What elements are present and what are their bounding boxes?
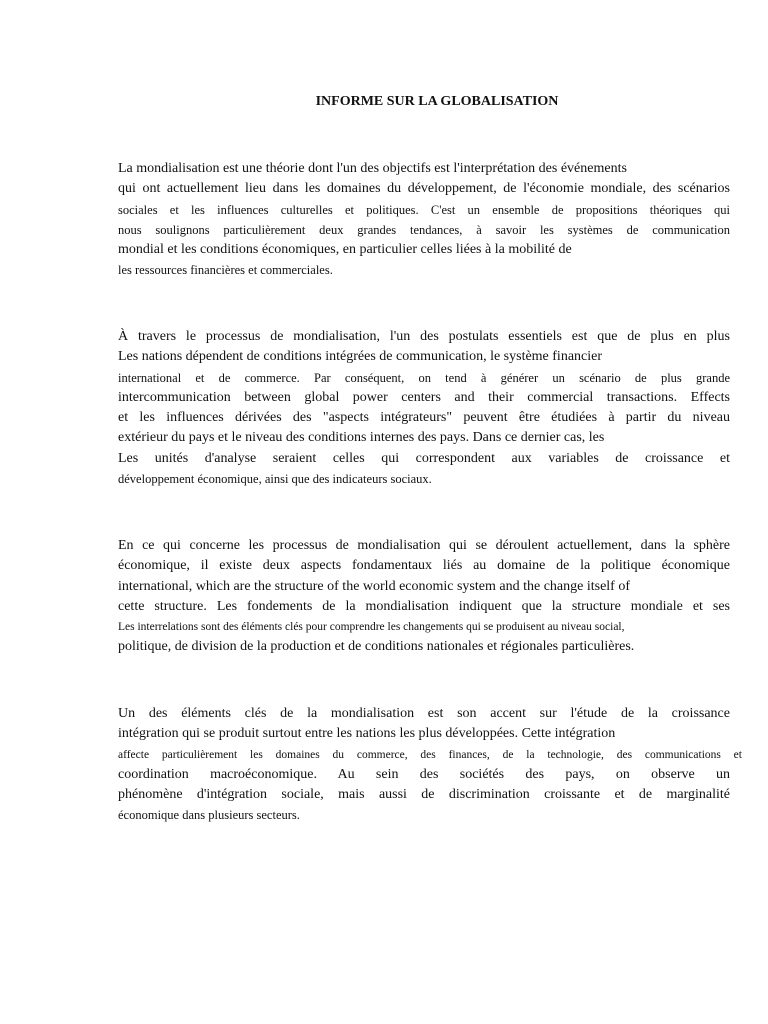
paragraph-line: coordination macroéconomique. Au sein des sociétés des pays, on observe un (118, 766, 730, 782)
paragraph-line: sociales et les influences culturelles et politiques. C'est un ensemble de propositions théoriques qui (118, 202, 730, 217)
paragraph-line: international, which are the structure of the world economic system and the change itself of (118, 578, 630, 594)
paragraph-line: phénomène d'intégration sociale, mais aussi de discrimination croissante et de marginalité (118, 787, 730, 803)
paragraph-4 (118, 704, 742, 826)
paragraph-line: extérieur du pays et le niveau des conditions internes des pays. Dans ce dernier cas, les (118, 430, 605, 446)
paragraph-line: international et de commerce. Par conséquent, on tend à générer un scénario de plus grande (118, 370, 730, 385)
paragraph-line: affecte particulièrement les domaines du commerce, des finances, de la technologie, des communications et (118, 748, 742, 761)
paragraph-line: politique, de division de la production et de conditions nationales et régionales particulières. (118, 639, 635, 655)
paragraph-line: et les influences dérivées des "aspects intégrateurs" peuvent être étudiées à partir du niveau (118, 410, 730, 426)
paragraph-line: En ce qui concerne les processus de mondialisation qui se déroulent actuellement, dans la sphère (118, 538, 730, 553)
paragraph-line: La mondialisation est une théorie dont l'un des objectifs est l'interprétation des événements (118, 161, 627, 176)
paragraph-line: qui ont actuellement lieu dans les domaines du développement, de l'économie mondiale, des scénarios (118, 181, 730, 197)
paragraph-2 (118, 327, 730, 489)
paragraph-line: Les unités d'analyse seraient celles qui correspondent aux variables de croissance et (118, 450, 730, 466)
document-title: INFORME SUR LA GLOBALISATION (315, 94, 559, 109)
paragraph-line: Les interrelations sont des éléments clés pour comprendre les changements qui se produisent au niveau social, (118, 621, 625, 634)
paragraph-line: économique dans plusieurs secteurs. (118, 808, 300, 823)
paragraph-line: nous soulignons particulièrement deux grandes tendances, à savoir les systèmes de communication (118, 222, 730, 237)
paragraph-line: intercommunication between global power centers and their commercial transactions. Effects (118, 389, 730, 405)
paragraph-line: cette structure. Les fondements de la mondialisation indiquent que la structure mondiale et ses (118, 598, 730, 614)
paragraph-line: mondial et les conditions économiques, en particulier celles liées à la mobilité de (118, 242, 572, 258)
paragraph-line: Les nations dépendent de conditions intégrées de communication, le système financier (118, 349, 603, 365)
paragraph-line: À travers le processus de mondialisation, l'un des postulats essentiels est que de plus en plus (118, 329, 730, 344)
paragraph-1 (118, 159, 730, 281)
paragraph-line: les ressources financières et commerciales. (118, 263, 333, 278)
paragraph-line: développement économique, ainsi que des indicateurs sociaux. (118, 472, 432, 487)
paragraph-line: Un des éléments clés de la mondialisation est son accent sur l'étude de la croissance (118, 706, 730, 721)
paragraph-3 (118, 536, 730, 658)
paragraph-line: économique, il existe deux aspects fondamentaux liés au domaine de la politique économique (118, 558, 730, 574)
paragraph-line: intégration qui se produit surtout entre les nations les plus développées. Cette intégration (118, 726, 616, 742)
